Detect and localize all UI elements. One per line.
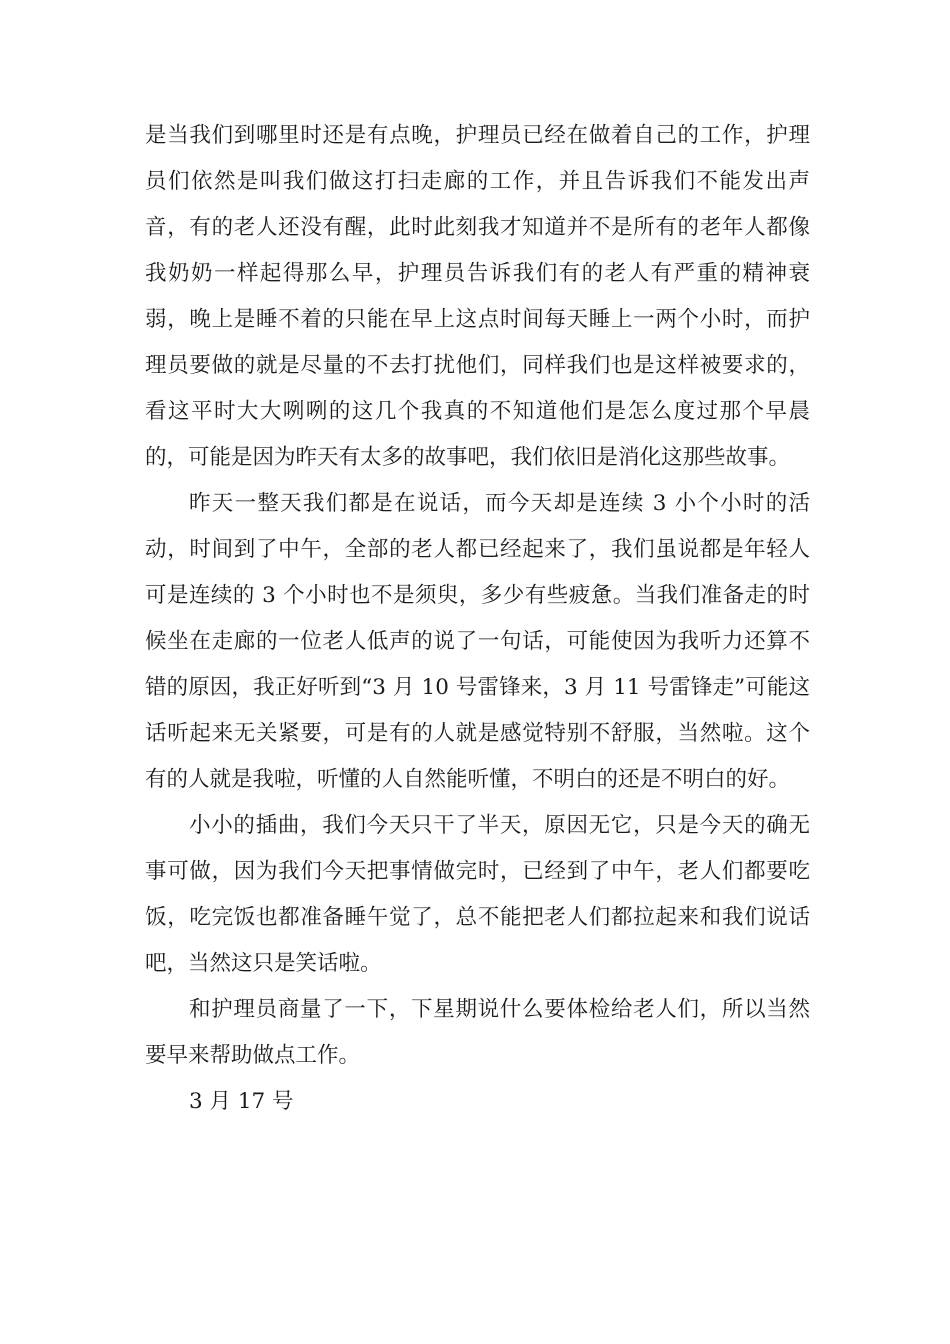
date-heading: 3 月 17 号 — [189, 1089, 294, 1114]
paragraph-2: 昨天一整天我们都是在说话，而今天却是连续 3 小个小时的活动，时间到了中午，全部的老人都已经起来了，我们虽说都是年轻人可是连续的 3 个小时也不是须臾，多少有些疲惫。当我们准备走的时候坐在走廊的一位老人低声的说了一句话，可能使因为我听力还算不错的原因，我正好听到“3 月 10 号雷锋来，3 月 11 号雷锋走”可能这话听起来无关紧要，可是有的人就是感觉特别不舒服，当然啦。这个有的人就是我啦，听懂的人自然能听懂，不明白的还是不明白的好。 — [145, 491, 810, 792]
paragraph-3: 小小的插曲，我们今天只干了半天，原因无它，只是今天的确无事可做，因为我们今天把事情做完时，已经到了中午，老人们都要吃饭，吃完饭也都准备睡午觉了，总不能把老人们都拉起来和我们说话吧，当然这只是笑话啦。 — [145, 813, 810, 976]
paragraph-1: 是当我们到哪里时还是有点晚，护理员已经在做着自己的工作，护理员们依然是叫我们做这打扫走廊的工作，并且告诉我们不能发出声音，有的老人还没有醒，此时此刻我才知道并不是所有的老年人都像我奶奶一样起得那么早，护理员告诉我们有的老人有严重的精神衰弱，晚上是睡不着的只能在早上这点时间每天睡上一两个小时，而护理员要做的就是尽量的不去打扰他们，同样我们也是这样被要求的，看这平时大大咧咧的这几个我真的不知道他们是怎么度过那个早晨的，可能是因为昨天有太多的故事吧，我们依旧是消化这那些故事。 — [145, 123, 810, 470]
paragraph-4: 和护理员商量了一下，下星期说什么要体检给老人们，所以当然要早来帮助做点工作。 — [145, 997, 810, 1068]
document-body — [145, 113, 810, 1125]
